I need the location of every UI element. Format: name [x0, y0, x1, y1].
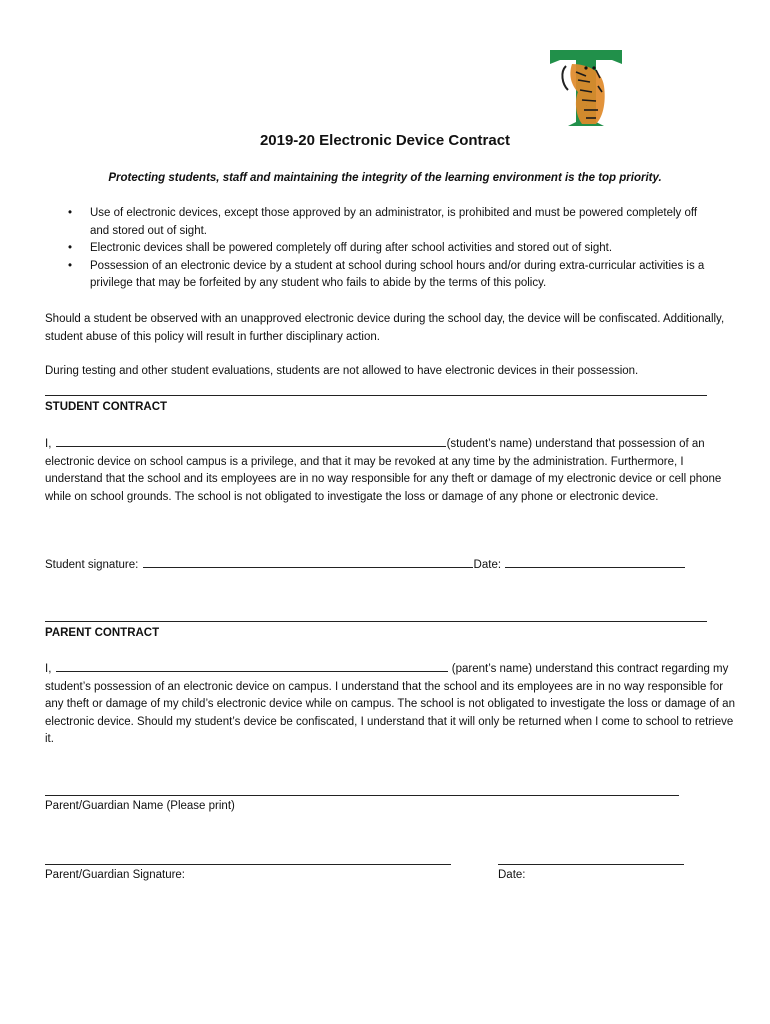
parent-name-inline-field[interactable]	[56, 658, 448, 672]
page-title: 2019-20 Electronic Device Contract	[259, 132, 511, 149]
logo-tiger-body	[570, 64, 604, 124]
list-item: • Possession of an electronic device by a student at school during school hours and/or during extra-curricular activities is a privilege that may be forfeited by any student who fails to abide by the terms of this policy.	[68, 259, 705, 289]
parent-contract-heading: PARENT CONTRACT	[45, 627, 160, 639]
student-name-field[interactable]	[56, 433, 446, 447]
bullet-icon: •	[68, 242, 73, 254]
bullet-icon: •	[68, 207, 73, 219]
parent-contract-text: I, (parent’s name) understand this contract regarding my student’s possession of an electronic device on campus. I understand that the school and its employees are in no way responsible for any theft or damage of my child’s electronic device while on campus. The school is not obligated to investigate the loss or damage of an electronic device. Should my student’s device be confiscated, I understand that it will only be returned when I come to school to retrieve it.	[45, 658, 735, 749]
testing-paragraph: During testing and other student evaluations, students are not allowed to have electronic devices in their possession.	[45, 365, 639, 377]
list-item: • Use of electronic devices, except those approved by an administrator, is prohibited and must be powered completely off and stored out of sight.	[68, 207, 698, 237]
parent-name-label: Parent/Guardian Name (Please print)	[45, 800, 235, 812]
student-signature-row: Student signature: Date:	[45, 554, 686, 571]
student-contract-text: I, (student’s name) understand that possession of an electronic device on school campus is a privilege, and that it may be revoked at any time by the administration. Furthermore, I understand that the school and its employees are in no way responsible for any theft or damage of my electronic device or cell phone while on school grounds. The school is not obligated to investigate the loss or damage of any phone or electronic device.	[45, 433, 735, 506]
tiger-logo-icon	[546, 46, 626, 130]
student-date-field[interactable]	[505, 554, 685, 568]
parent-signature-field[interactable]	[45, 864, 451, 865]
parent-date-label: Date:	[498, 869, 526, 881]
parent-name-print-field[interactable]	[45, 795, 679, 796]
priority-statement: Protecting students, staff and maintaining the integrity of the learning environment is the top priority.	[108, 172, 662, 184]
bullet-icon: •	[68, 259, 73, 272]
parent-signature-label: Parent/Guardian Signature:	[45, 869, 186, 881]
list-item: • Electronic devices shall be powered completely off during after school activities and stored out of sight.	[72, 240, 712, 258]
student-contract-heading: STUDENT CONTRACT	[45, 401, 168, 413]
rules-list	[68, 205, 712, 293]
svg-text:T: T	[586, 106, 587, 107]
section-divider	[45, 395, 707, 396]
confiscation-paragraph: Should a student be observed with an unapproved electronic device during the school day, the device will be confiscated. Additionally, student abuse of this policy will result in further disciplinary action.	[45, 313, 725, 343]
section-divider	[45, 621, 707, 622]
student-signature-field[interactable]	[143, 554, 473, 568]
parent-date-field[interactable]	[498, 864, 684, 865]
